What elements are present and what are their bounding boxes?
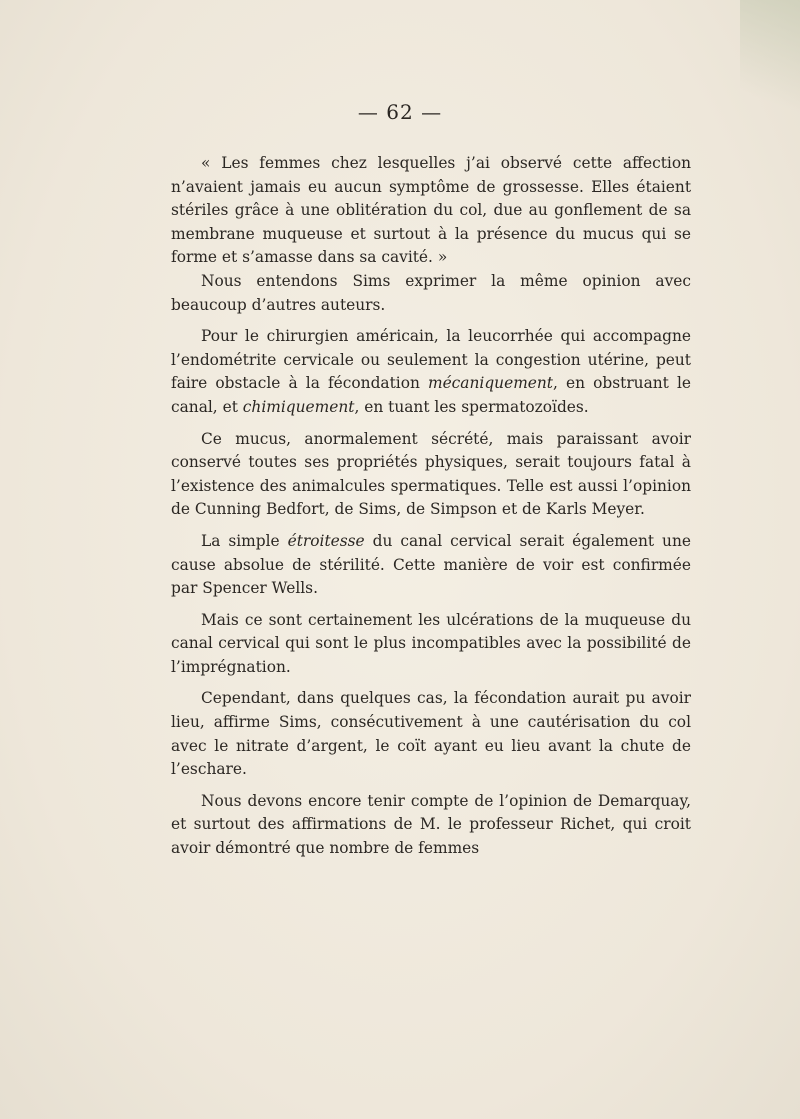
paragraph-3-text-a: Pour le chirurgien américain, la leucorrhée qui accompagne l’endométrite cervicale ou seulement la congestion utérine, peut faire obstacle à la fécondation bbox=[171, 327, 691, 393]
page-number: — 62 — bbox=[357, 100, 443, 124]
paragraph-6-text: Mais ce sont certainement les ulcérations de la muqueuse du canal cervical qui sont le plus incompatibles avec la possibilité de l’imprégnation. bbox=[171, 610, 691, 676]
paragraph-1-text: « Les femmes chez lesquelles j’ai observé cette affection n’avaient jamais eu aucun symptôme de grossesse. Elles étaient stériles grâce à une oblitération du col, due au gonflement de sa membrane muqueuse et surtout à la présence du mucus qui se forme et s’amasse dans sa cavité. » bbox=[171, 154, 691, 267]
paragraph-3-text-c: , en tuant les spermatozoïdes. bbox=[354, 397, 589, 416]
paragraph-8-text: Nous devons encore tenir compte de l’opinion de Demarquay, et surtout des affirmations de M. le professeur Richet, qui croit avoir démontré que nombre de femmes bbox=[171, 791, 691, 858]
paragraph-1 bbox=[171, 152, 691, 270]
paragraph-8 bbox=[171, 790, 691, 861]
paragraph-3-emphasis-a: mécaniquement bbox=[427, 374, 553, 393]
paragraph-5-emphasis: étroitesse bbox=[287, 531, 365, 550]
paragraph-5-text-a: La simple bbox=[201, 531, 288, 550]
paragraph-5-text-b: du canal cervical serait également une cause absolue de stérilité. Cette manière de voir est confirmée par Spencer Wells. bbox=[171, 531, 691, 598]
paragraph-6 bbox=[171, 609, 691, 680]
paragraph-3-text-b: , en obstruant le canal, et bbox=[171, 374, 691, 416]
paragraph-3 bbox=[171, 325, 691, 419]
paragraph-2-text: Nous entendons Sims exprimer la même opinion avec beaucoup d’autres auteurs. bbox=[171, 271, 691, 314]
paragraph-7-text: Cependant, dans quelques cas, la fécondation aurait pu avoir lieu, affirme Sims, consécutivement à une cautérisation du col avec le nitrate d’argent, le coït ayant eu lieu avant la chute de l’eschare. bbox=[171, 689, 691, 779]
paragraph-5 bbox=[171, 530, 691, 601]
paragraph-2 bbox=[171, 270, 691, 317]
body-text bbox=[171, 152, 691, 869]
paragraph-4 bbox=[171, 428, 691, 522]
paragraph-4-text: Ce mucus, anormalement sécrété, mais paraissant avoir conservé toutes ses propriétés physiques, serait toujours fatal à l’existence des animalcules spermatiques. Telle est aussi l’opinion de Cunning Bedfort, de Sims, de Simpson et de Karls Meyer. bbox=[171, 429, 691, 519]
paragraph-7 bbox=[171, 687, 691, 781]
paragraph-3-emphasis-b: chimiquement bbox=[242, 397, 355, 416]
